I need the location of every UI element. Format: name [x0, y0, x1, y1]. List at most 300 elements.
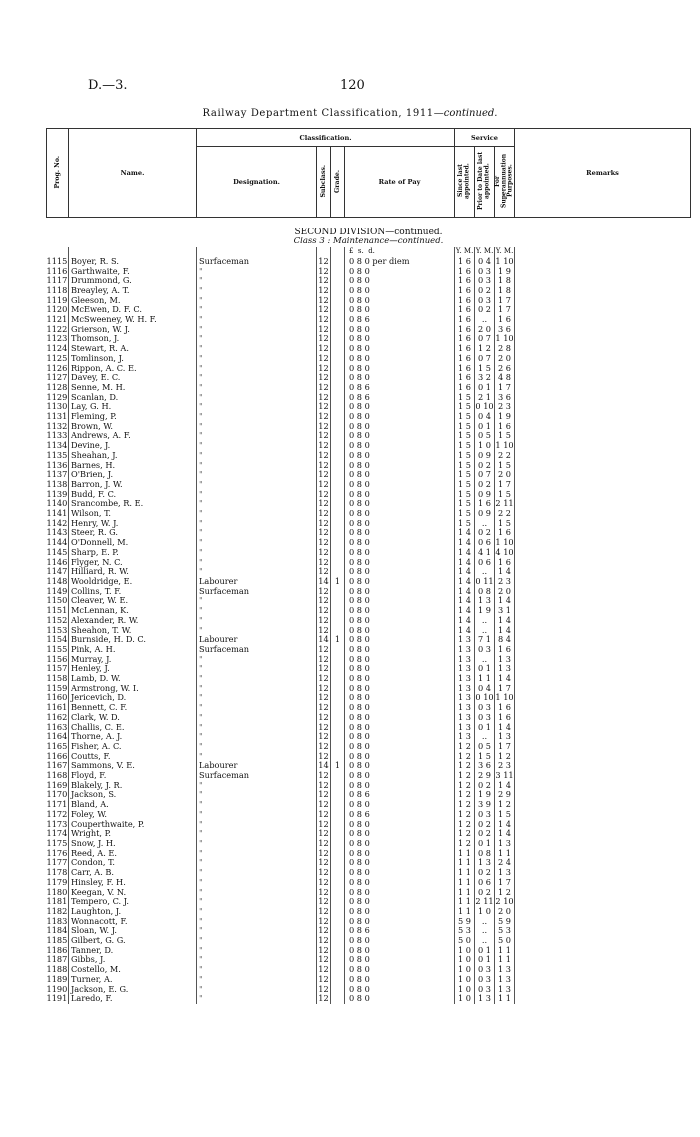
superannuation-service: 2 10	[495, 897, 514, 907]
subclass: 12	[318, 848, 329, 858]
superannuation-service: 1 3	[495, 664, 515, 674]
grade	[331, 528, 345, 538]
prior-to-date: 0 2	[475, 820, 495, 830]
rate-of-pay: 0 8 0	[345, 490, 455, 500]
grade	[331, 461, 345, 471]
caption-suffix: —continued.	[433, 108, 498, 119]
prior-to-date: 0 3	[475, 965, 495, 975]
table-row	[47, 674, 691, 684]
grade	[331, 567, 345, 577]
since-last-appointed: 1 6	[455, 334, 475, 344]
prog-no: 1179	[46, 877, 68, 887]
prog-no: 1186	[46, 945, 68, 955]
prior-to-date: 0 3	[475, 296, 495, 306]
table-row	[47, 606, 691, 616]
header-service: Service	[455, 129, 515, 147]
employee-name: Sloan, W. J.	[69, 926, 197, 936]
subclass: 12	[318, 470, 329, 480]
subclass: 12	[318, 509, 329, 519]
employee-name: McEwen, D. F. C.	[69, 305, 197, 315]
employee-name: Wooldridge, E.	[69, 577, 197, 587]
employee-name: Couperthwaite, P.	[69, 820, 197, 830]
subclass: 12	[318, 916, 329, 926]
employee-name: Bennett, C. F.	[69, 703, 197, 713]
remarks	[515, 946, 691, 956]
header-prog-no: Prog. No.	[47, 129, 69, 218]
prog-no: 1149	[46, 586, 68, 596]
table-caption	[0, 108, 700, 119]
grade	[331, 771, 345, 781]
employee-name: Collins, T. F.	[69, 587, 197, 597]
designation: "	[197, 703, 317, 713]
employee-name: Jackson, S.	[69, 790, 197, 800]
rate-of-pay: 0 8 0	[345, 820, 455, 830]
remarks	[515, 888, 691, 898]
subclass: 12	[318, 412, 329, 422]
superannuation-service: 1 1	[495, 849, 515, 859]
remarks	[515, 364, 691, 374]
grade	[331, 790, 345, 800]
designation: "	[197, 616, 317, 626]
subclass: 12	[318, 373, 329, 383]
designation: Surfaceman	[197, 257, 317, 267]
grade	[331, 800, 345, 810]
prog-no: 1142	[46, 518, 68, 528]
superannuation-service: 1 3	[495, 839, 515, 849]
remarks	[515, 655, 691, 665]
grade: 1	[331, 635, 345, 645]
employee-name: Tomlinson, J.	[69, 354, 197, 364]
prog-no: 1189	[46, 974, 68, 984]
subclass: 14	[318, 635, 329, 645]
superannuation-service: 5 3	[495, 926, 515, 936]
employee-name: Armstrong, W. I.	[69, 684, 197, 694]
superannuation-service: 1 9	[495, 412, 515, 422]
subclass: 12	[318, 868, 329, 878]
prior-to-date: 0 2	[475, 829, 495, 839]
employee-name: Davey, E. C.	[69, 373, 197, 383]
table-row	[47, 373, 691, 383]
rate-of-pay: 0 8 0	[345, 519, 455, 529]
rate-of-pay: 0 8 0	[345, 781, 455, 791]
since-last-appointed: 1 5	[455, 393, 475, 403]
superannuation-service: 1 4	[495, 626, 515, 636]
designation: "	[197, 693, 317, 703]
table-row	[47, 470, 691, 480]
superannuation-service: 1 5	[495, 461, 515, 471]
since-last-appointed: 1 0	[455, 975, 475, 985]
subclass: 12	[318, 683, 329, 693]
prog-no: 1122	[46, 324, 68, 334]
rate-of-pay: 0 8 0	[345, 907, 455, 917]
designation: "	[197, 994, 317, 1004]
prior-to-date: 0 9	[475, 490, 495, 500]
designation: "	[197, 655, 317, 665]
since-last-appointed: 1 5	[455, 441, 475, 451]
prog-no: 1173	[46, 819, 68, 829]
superannuation-service: 5 9	[495, 917, 515, 927]
since-last-appointed: 1 3	[455, 645, 475, 655]
superannuation-service: 1 4	[495, 596, 515, 606]
since-last-appointed: 1 4	[455, 567, 475, 577]
prog-no: 1147	[46, 567, 68, 577]
rate-of-pay: 0 8 0	[345, 577, 455, 587]
since-last-appointed: 1 1	[455, 849, 475, 859]
grade	[331, 383, 345, 393]
grade	[331, 897, 345, 907]
rate-of-pay: 0 8 0	[345, 849, 455, 859]
rate-of-pay: 0 8 0	[345, 373, 455, 383]
subclass: 12	[318, 722, 329, 732]
rate-of-pay: 0 8 0	[345, 528, 455, 538]
prior-to-date: 0 1	[475, 946, 495, 956]
remarks	[515, 383, 691, 393]
subclass: 12	[318, 538, 329, 548]
remarks	[515, 985, 691, 995]
rate-of-pay: 0 8 0	[345, 364, 455, 374]
rate-of-pay: 0 8 0	[345, 267, 455, 277]
table-row	[47, 412, 691, 422]
since-last-appointed: 1 6	[455, 354, 475, 364]
prog-no: 1118	[46, 285, 68, 295]
remarks	[515, 606, 691, 616]
designation: "	[197, 713, 317, 723]
remarks	[515, 286, 691, 296]
table-row	[47, 354, 691, 364]
designation: "	[197, 315, 317, 325]
employee-name: Condon, T.	[69, 858, 197, 868]
header-since-last: Since last appointed.	[455, 147, 475, 218]
rate-of-pay: 0 8 6	[345, 315, 455, 325]
subclass: 12	[318, 353, 329, 363]
designation: "	[197, 451, 317, 461]
since-last-appointed: 1 2	[455, 790, 475, 800]
rate-of-pay: 0 8 0	[345, 567, 455, 577]
prog-no: 1183	[46, 916, 68, 926]
since-last-appointed: 1 5	[455, 509, 475, 519]
superannuation-service: 1 7	[495, 383, 515, 393]
employee-name: Senne, M. H.	[69, 383, 197, 393]
employee-name: Costello, M.	[69, 965, 197, 975]
since-last-appointed: 1 6	[455, 315, 475, 325]
superannuation-service: 1 4	[495, 567, 515, 577]
superannuation-service: 5 0	[495, 936, 515, 946]
rate-of-pay: 0 8 0	[345, 693, 455, 703]
grade	[331, 858, 345, 868]
designation: "	[197, 548, 317, 558]
prior-to-date: 3 9	[475, 800, 495, 810]
prior-to-date: ..	[475, 936, 495, 946]
since-last-appointed: 1 3	[455, 655, 475, 665]
designation: "	[197, 344, 317, 354]
employee-name: Thorne, A. J.	[69, 732, 197, 742]
prog-no: 1152	[46, 615, 68, 625]
remarks	[515, 926, 691, 936]
subclass: 12	[318, 809, 329, 819]
table-row	[47, 926, 691, 936]
prior-to-date: 1 1	[475, 674, 495, 684]
rate-of-pay: 0 8 6	[345, 926, 455, 936]
prog-no: 1166	[46, 751, 68, 761]
rate-of-pay: 0 8 0	[345, 412, 455, 422]
subclass: 12	[318, 324, 329, 334]
rate-of-pay: 0 8 0	[345, 985, 455, 995]
remarks	[515, 839, 691, 849]
designation: "	[197, 596, 317, 606]
table-row	[47, 829, 691, 839]
since-last-appointed: 1 2	[455, 771, 475, 781]
rate-of-pay: 0 8 0	[345, 344, 455, 354]
employee-name: O'Donnell, M.	[69, 538, 197, 548]
designation: "	[197, 606, 317, 616]
remarks	[515, 325, 691, 335]
remarks	[515, 441, 691, 451]
rate-of-pay: 0 8 0	[345, 917, 455, 927]
prog-no: 1168	[46, 771, 68, 781]
rate-of-pay: 0 8 0	[345, 325, 455, 335]
superannuation-service: 1 5	[495, 490, 515, 500]
designation: "	[197, 664, 317, 674]
grade	[331, 742, 345, 752]
prog-no: 1167	[46, 761, 68, 771]
employee-name: Hilliard, R. W.	[69, 567, 197, 577]
since-last-appointed: 1 2	[455, 800, 475, 810]
prior-to-date: 1 2	[475, 344, 495, 354]
superannuation-service: 1 7	[495, 480, 515, 490]
designation: "	[197, 936, 317, 946]
subclass: 12	[318, 664, 329, 674]
grade	[331, 558, 345, 568]
designation: "	[197, 849, 317, 859]
table-row	[47, 917, 691, 927]
subclass: 12	[318, 421, 329, 431]
subclass: 12	[318, 654, 329, 664]
rate-of-pay: 0 8 0	[345, 276, 455, 286]
prior-to-date: 0 2	[475, 480, 495, 490]
designation: "	[197, 305, 317, 315]
grade	[331, 839, 345, 849]
designation: "	[197, 975, 317, 985]
designation: "	[197, 917, 317, 927]
rate-of-pay: 0 8 0	[345, 829, 455, 839]
superannuation-service: 1 6	[495, 558, 515, 568]
classification-table	[46, 128, 691, 1004]
rate-of-pay: 0 8 0	[345, 305, 455, 315]
employee-name: Floyd, F.	[69, 771, 197, 781]
grade	[331, 732, 345, 742]
remarks	[515, 451, 691, 461]
employee-name: Tanner, D.	[69, 946, 197, 956]
prior-to-date: 0 1	[475, 955, 495, 965]
remarks	[515, 664, 691, 674]
grade	[331, 344, 345, 354]
table-row	[47, 742, 691, 752]
grade	[331, 955, 345, 965]
employee-name: Snow, J. H.	[69, 839, 197, 849]
since-last-appointed: 1 6	[455, 267, 475, 277]
designation: "	[197, 296, 317, 306]
grade	[331, 693, 345, 703]
employee-name: Sheahon, T. W.	[69, 626, 197, 636]
since-last-appointed: 5 0	[455, 936, 475, 946]
grade	[331, 965, 345, 975]
rate-of-pay: 0 8 0	[345, 936, 455, 946]
since-last-appointed: 1 2	[455, 839, 475, 849]
prog-no: 1138	[46, 479, 68, 489]
grade	[331, 606, 345, 616]
grade	[331, 431, 345, 441]
rate-of-pay: 0 8 0	[345, 548, 455, 558]
rate-of-pay: 0 8 0	[345, 868, 455, 878]
employee-name: Coutts, F.	[69, 752, 197, 762]
subclass: 12	[318, 741, 329, 751]
remarks	[515, 354, 691, 364]
subclass: 12	[318, 334, 329, 344]
subclass: 12	[318, 547, 329, 557]
since-last-appointed: 1 2	[455, 752, 475, 762]
prior-to-date: 0 4	[475, 257, 495, 267]
table-row	[47, 441, 691, 451]
subclass: 12	[318, 315, 329, 325]
prog-no: 1187	[46, 955, 68, 965]
subclass: 12	[318, 518, 329, 528]
prog-no: 1130	[46, 402, 68, 412]
table-row	[47, 693, 691, 703]
subclass: 12	[318, 363, 329, 373]
rate-of-pay: 0 8 6	[345, 810, 455, 820]
designation: "	[197, 383, 317, 393]
grade	[331, 257, 345, 267]
since-last-appointed: 1 5	[455, 402, 475, 412]
superannuation-service: 1 1	[495, 994, 515, 1004]
prog-no: 1157	[46, 664, 68, 674]
since-last-appointed: 1 5	[455, 431, 475, 441]
designation: "	[197, 286, 317, 296]
since-last-appointed: 1 3	[455, 664, 475, 674]
table-row	[47, 635, 691, 645]
header-remarks: Remarks	[515, 129, 691, 218]
rate-of-pay: 0 8 0	[345, 354, 455, 364]
table-row	[47, 839, 691, 849]
designation: "	[197, 567, 317, 577]
employee-name: Keegan, V. N.	[69, 888, 197, 898]
grade	[331, 548, 345, 558]
remarks	[515, 713, 691, 723]
employee-name: Brown, W.	[69, 422, 197, 432]
prog-no: 1161	[46, 703, 68, 713]
grade	[331, 587, 345, 597]
superannuation-service: 1 5	[495, 519, 515, 529]
remarks	[515, 790, 691, 800]
subclass: 12	[318, 974, 329, 984]
table-row	[47, 985, 691, 995]
prior-to-date: 1 3	[475, 994, 495, 1004]
grade	[331, 305, 345, 315]
subclass: 12	[318, 693, 329, 703]
grade	[331, 713, 345, 723]
subclass: 12	[318, 877, 329, 887]
superannuation-service: 1 3	[495, 868, 515, 878]
designation: Labourer	[197, 635, 317, 645]
superannuation-service: 2 0	[495, 470, 515, 480]
table-row	[47, 461, 691, 471]
table-row	[47, 732, 691, 742]
remarks	[515, 480, 691, 490]
subclass: 12	[318, 858, 329, 868]
remarks	[515, 567, 691, 577]
prior-to-date: 0 4	[475, 684, 495, 694]
superannuation-service: 1 4	[495, 781, 515, 791]
header-rate: Rate of Pay	[345, 147, 455, 218]
since-last-appointed: 1 2	[455, 820, 475, 830]
employee-name: Jackson, E. G.	[69, 985, 197, 995]
prog-no: 1169	[46, 780, 68, 790]
table-row	[47, 519, 691, 529]
superannuation-service: 1 6	[495, 422, 515, 432]
superannuation-service: 1 9	[495, 267, 515, 277]
superannuation-service: 1 6	[495, 645, 515, 655]
since-last-appointed: 1 4	[455, 577, 475, 587]
superannuation-service: 2 3	[495, 761, 515, 771]
remarks	[515, 548, 691, 558]
since-last-appointed: 1 3	[455, 635, 475, 645]
remarks	[515, 820, 691, 830]
subclass: 12	[318, 819, 329, 829]
employee-name: Murray, J.	[69, 655, 197, 665]
table-row	[47, 334, 691, 344]
grade	[331, 655, 345, 665]
employee-name: Pink, A. H.	[69, 645, 197, 655]
employee-name: Gibbs, J.	[69, 955, 197, 965]
superannuation-service: 1 6	[495, 713, 515, 723]
remarks	[515, 771, 691, 781]
remarks	[515, 538, 691, 548]
grade	[331, 325, 345, 335]
remarks	[515, 577, 691, 587]
prior-to-date: ..	[475, 315, 495, 325]
prior-to-date: ..	[475, 626, 495, 636]
employee-name: Stewart, R. A.	[69, 344, 197, 354]
table-row	[47, 703, 691, 713]
grade	[331, 480, 345, 490]
designation: "	[197, 781, 317, 791]
designation: "	[197, 334, 317, 344]
employee-name: Thomson, J.	[69, 334, 197, 344]
rate-of-pay: 0 8 0	[345, 975, 455, 985]
subclass: 12	[318, 897, 329, 907]
grade	[331, 946, 345, 956]
header-subclass: Subclass.	[317, 147, 331, 218]
remarks	[515, 975, 691, 985]
table-row	[47, 422, 691, 432]
subclass: 12	[318, 606, 329, 616]
remarks	[515, 955, 691, 965]
employee-name: Barnes, H.	[69, 461, 197, 471]
subclass: 12	[318, 712, 329, 722]
subclass: 12	[318, 800, 329, 810]
grade	[331, 752, 345, 762]
header-super: For Superannuation Purposes.	[495, 147, 515, 218]
page-reference: D.—3.	[88, 78, 128, 93]
rate-of-pay: 0 8 0	[345, 626, 455, 636]
since-last-appointed: 1 2	[455, 761, 475, 771]
designation: "	[197, 276, 317, 286]
remarks	[515, 431, 691, 441]
subclass: 12	[318, 276, 329, 286]
prior-to-date: 1 5	[475, 364, 495, 374]
remarks	[515, 315, 691, 325]
prog-no: 1135	[46, 450, 68, 460]
